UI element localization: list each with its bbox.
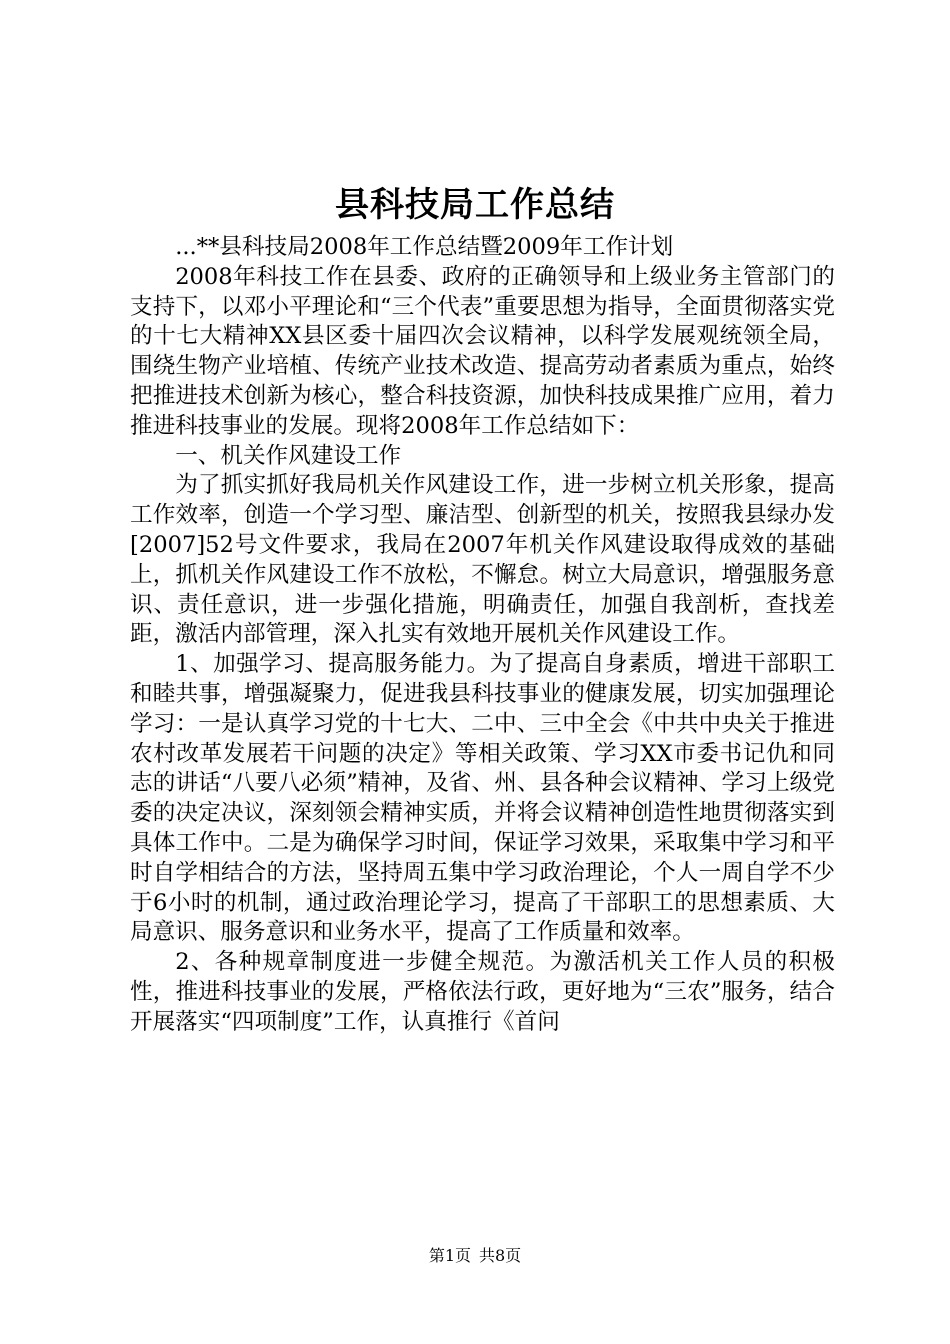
document-body [130, 233, 835, 1038]
paragraph-item-2: 2、各种规章制度进一步健全规范。为激活机关工作人员的积极性，推进科技事业的发展，严格依法行政，更好地为“三农”服务，结合开展落实“四项制度”工作，认真推行《首问 [130, 949, 835, 1035]
page-total: 共8页 [479, 1246, 522, 1265]
paragraph-section-1: 为了抓实抓好我局机关作风建设工作，进一步树立机关形象，提高工作效率，创造一个学习型、廉洁型、创新型的机关，按照我县绿办发[2007]52号文件要求，我局在2007年机关作风建设取得成效的基础上，抓机关作风建设工作不放松，不懈怠。树立大局意识，增强服务意识、责任意识，进一步强化措施，明确责任，加强自我剖析，查找差距，激活内部管理，深入扎实有效地开展机关作风建设工作。 [130, 472, 835, 648]
paragraph-item-1: 1、加强学习、提高服务能力。为了提高自身素质，增进干部职工和睦共事，增强凝聚力，促进我县科技事业的健康发展，切实加强理论学习：一是认真学习党的十七大、二中、三中全会《中共中央关于推进农村改革发展若干问题的决定》等相关政策、学习XX市委书记仇和同志的讲话“八要八必须”精神，及省、州、县各种会议精神、学习上级党委的决定决议，深刻领会精神实质，并将会议精神创造性地贯彻落实到具体工作中。二是为确保学习时间，保证学习效果，采取集中学习和平时自学相结合的方法，坚持周五集中学习政治理论，个人一周自学不少于6小时的机制，通过政治理论学习，提高了干部职工的思想素质、大局意识、服务意识和业务水平，提高了工作质量和效率。 [130, 651, 835, 946]
paragraph-intro: 2008年科技工作在县委、政府的正确领导和上级业务主管部门的支持下，以邓小平理论和“三个代表”重要思想为指导，全面贯彻落实党的十七大精神XX县区委十届四次会议精神，以科学发展观统领全局，围绕生物产业培植、传统产业技术改造、提高劳动者素质为重点，始终把推进技术创新为核心，整合科技资源，加快科技成果推广应用，着力推进科技事业的发展。现将2008年工作总结如下： [130, 263, 835, 439]
document-subtitle: ...**县科技局2008年工作总结暨2009年工作计划 [175, 234, 674, 260]
document-title: 县科技局工作总结 [335, 185, 615, 225]
page-footer [0, 1245, 950, 1267]
page-number: 第1页 [428, 1246, 471, 1265]
section-heading: 一、机关作风建设工作 [175, 442, 402, 469]
